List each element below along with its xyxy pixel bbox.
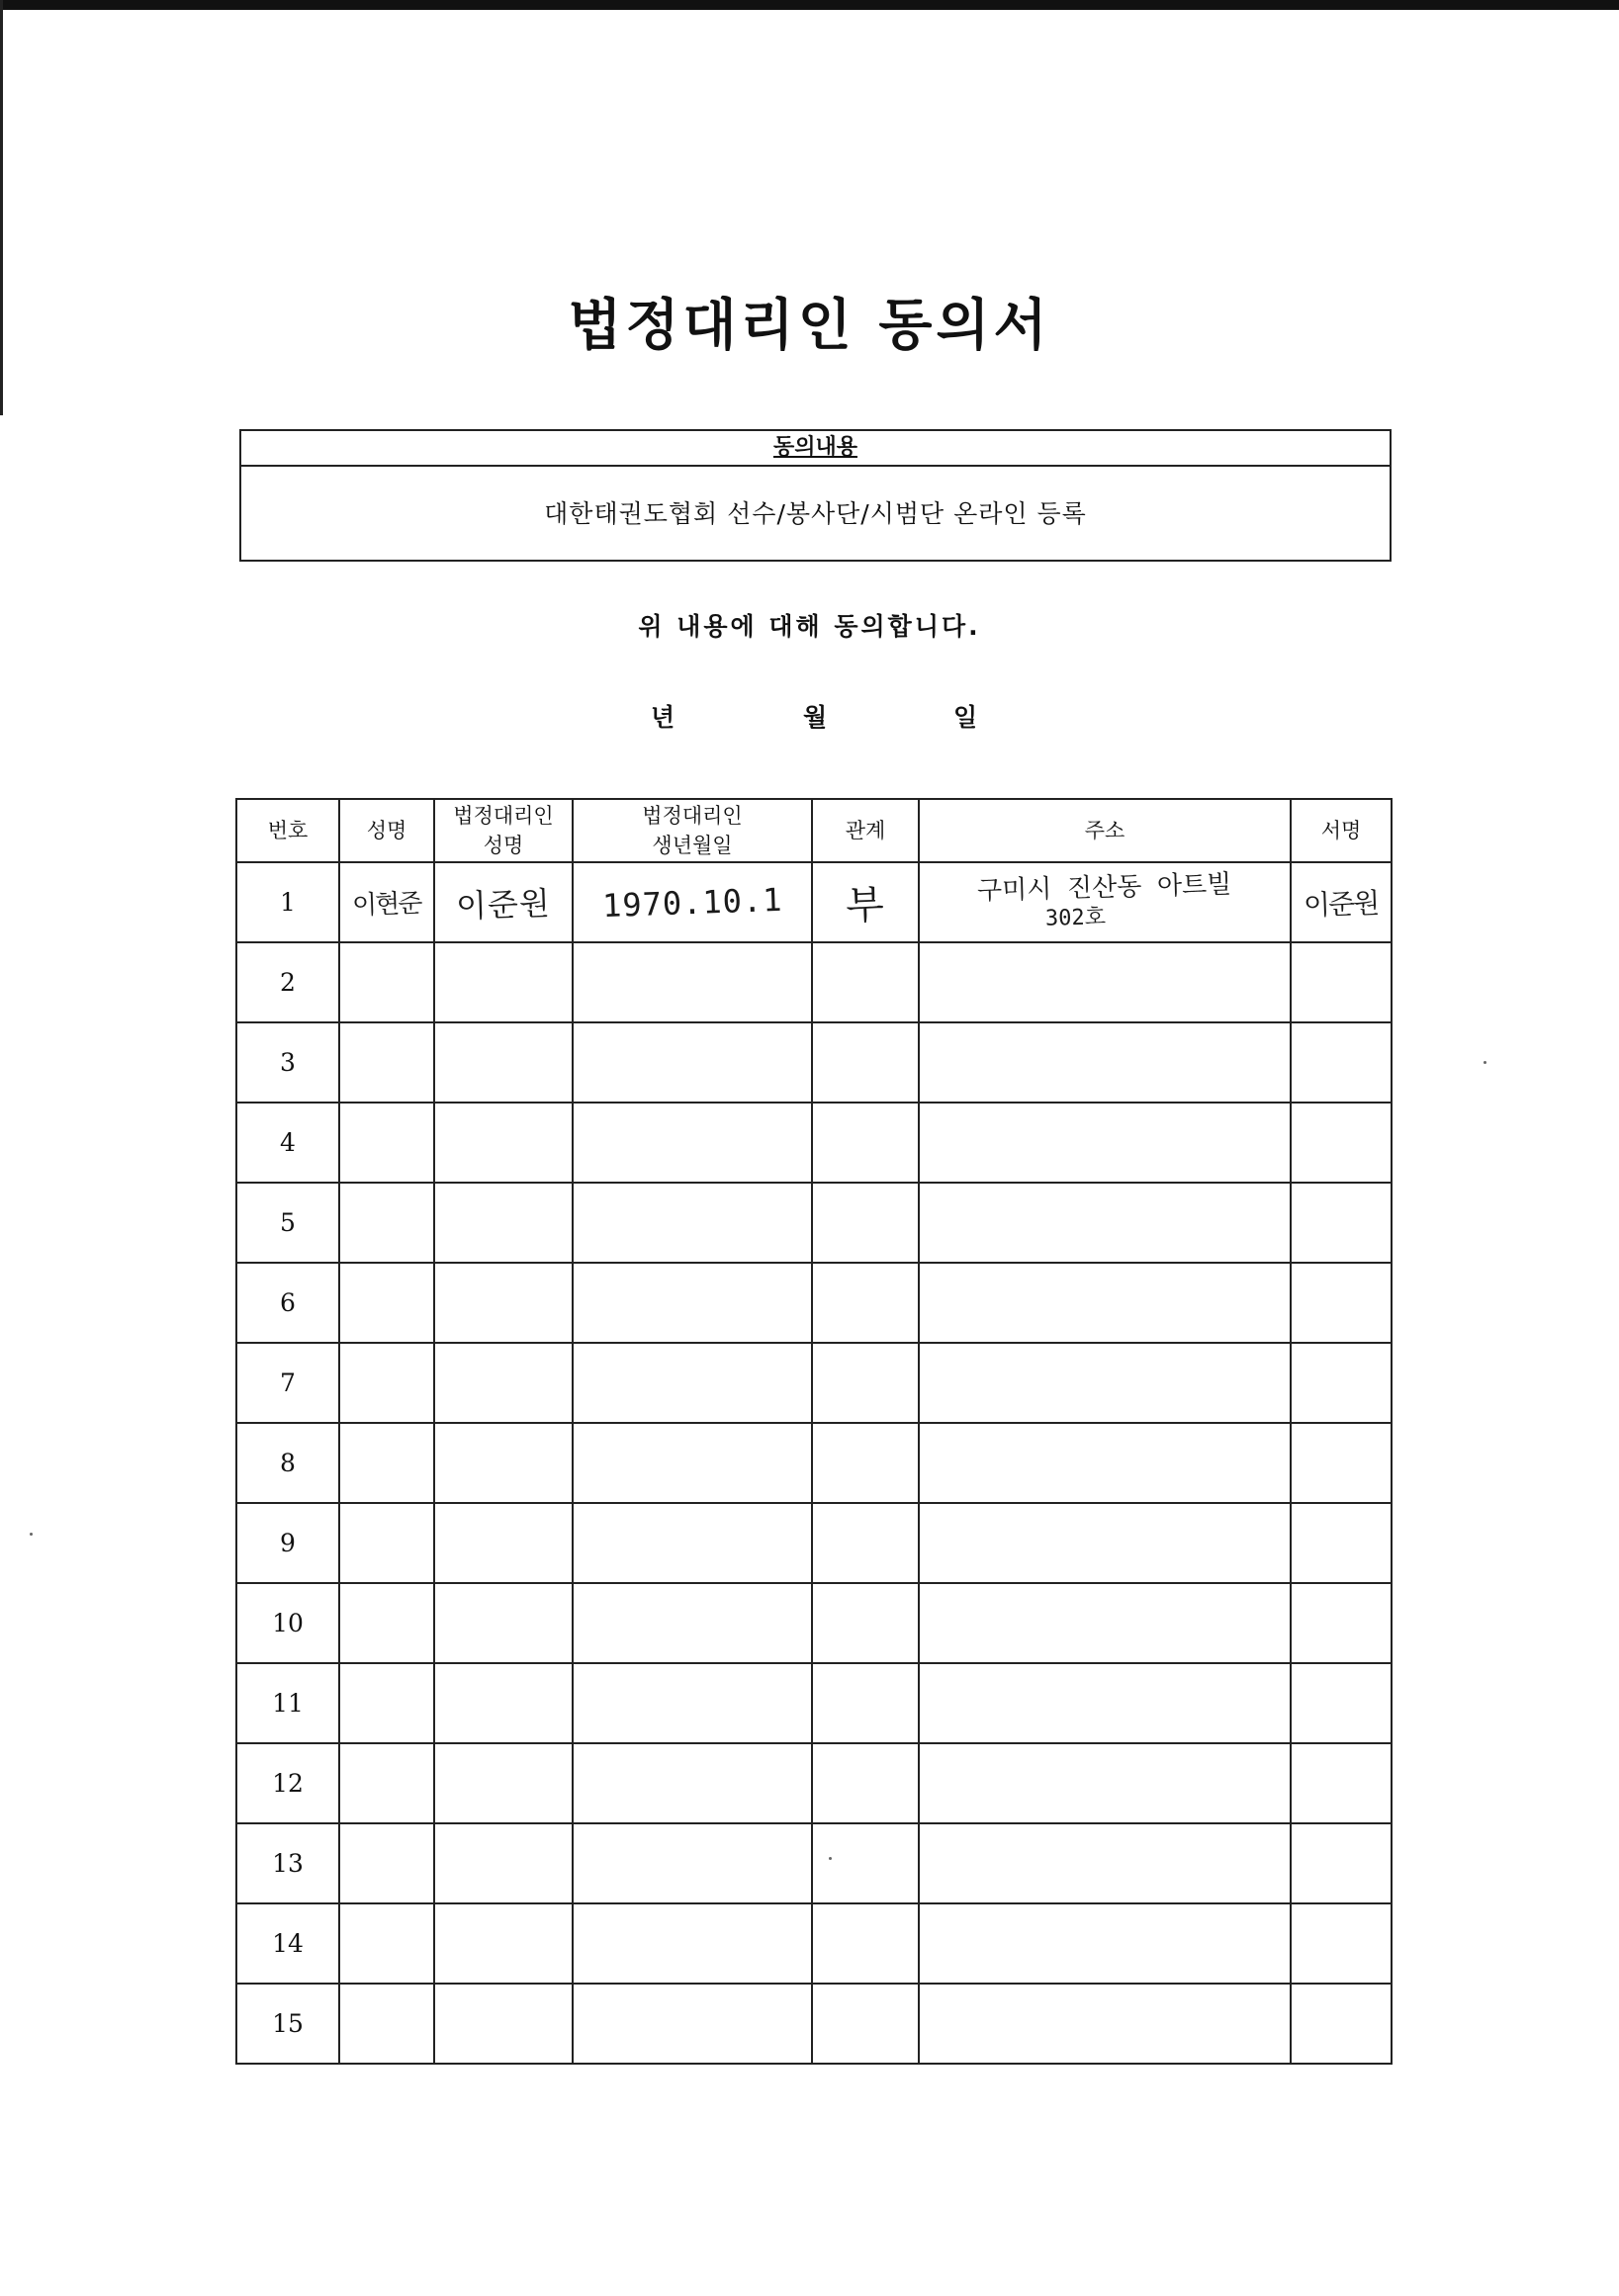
row-relation bbox=[812, 1343, 919, 1423]
row-signature bbox=[1291, 1984, 1392, 2064]
row-address bbox=[919, 1583, 1291, 1663]
scan-edge-top bbox=[0, 0, 1619, 10]
row-no: 13 bbox=[236, 1823, 339, 1903]
table-row bbox=[236, 862, 1392, 942]
table-row bbox=[236, 1663, 1392, 1743]
row-guardian-birth bbox=[573, 1903, 812, 1984]
agree-statement: 위 내용에 대해 동의합니다. bbox=[638, 612, 981, 641]
table-row bbox=[236, 1903, 1392, 1984]
header-name: 성명 bbox=[339, 799, 434, 862]
row-address bbox=[919, 1263, 1291, 1343]
table-row bbox=[236, 1583, 1392, 1663]
header-guardian-birth bbox=[573, 799, 812, 862]
row-signature bbox=[1291, 1183, 1392, 1263]
table-body bbox=[236, 862, 1392, 2064]
row-guardian-birth bbox=[573, 1663, 812, 1743]
row-relation-handwritten: 부 bbox=[845, 882, 886, 929]
row-no: 2 bbox=[236, 942, 339, 1022]
row-guardian-name bbox=[434, 1984, 573, 2064]
row-guardian-name bbox=[434, 1503, 573, 1583]
row-name bbox=[339, 1343, 434, 1423]
row-relation bbox=[812, 942, 919, 1022]
row-relation bbox=[812, 1984, 919, 2064]
row-guardian-name-handwritten: 이준원 bbox=[455, 883, 552, 926]
row-relation bbox=[812, 1903, 919, 1984]
row-guardian-birth bbox=[573, 1263, 812, 1343]
row-signature-handwritten: 이준원 bbox=[1303, 886, 1380, 922]
row-guardian-name bbox=[434, 1183, 573, 1263]
row-name bbox=[339, 1823, 434, 1903]
row-name bbox=[339, 1183, 434, 1263]
table-row bbox=[236, 1503, 1392, 1583]
table-header-row bbox=[236, 799, 1392, 862]
row-address bbox=[919, 1343, 1291, 1423]
row-guardian-name bbox=[434, 1743, 573, 1823]
row-guardian-name bbox=[434, 1103, 573, 1183]
row-signature bbox=[1291, 1583, 1392, 1663]
row-guardian-name bbox=[434, 1583, 573, 1663]
row-address-line2: 302호 bbox=[1044, 904, 1106, 931]
row-relation bbox=[812, 862, 919, 942]
row-address bbox=[919, 1903, 1291, 1984]
row-no: 10 bbox=[236, 1583, 339, 1663]
consent-header bbox=[241, 431, 1390, 467]
row-relation bbox=[812, 1503, 919, 1583]
row-no: 5 bbox=[236, 1183, 339, 1263]
row-address bbox=[919, 1503, 1291, 1583]
table-row bbox=[236, 1022, 1392, 1103]
row-guardian-name bbox=[434, 1343, 573, 1423]
consent-content: 대한태권도협회 선수/봉사단/시범단 온라인 등록 bbox=[544, 499, 1087, 528]
header-guardian-name bbox=[434, 799, 573, 862]
row-guardian-birth bbox=[573, 1103, 812, 1183]
row-signature bbox=[1291, 942, 1392, 1022]
row-no: 6 bbox=[236, 1263, 339, 1343]
table-row bbox=[236, 1343, 1392, 1423]
row-address bbox=[919, 1183, 1291, 1263]
row-relation bbox=[812, 1423, 919, 1503]
table-row bbox=[236, 1984, 1392, 2064]
date-day-label: 일 bbox=[953, 703, 978, 732]
scan-speck bbox=[30, 1533, 33, 1536]
table-row bbox=[236, 1183, 1392, 1263]
header-no: 번호 bbox=[236, 799, 339, 862]
row-no: 3 bbox=[236, 1022, 339, 1103]
scan-speck bbox=[1484, 1061, 1486, 1064]
row-name bbox=[339, 1503, 434, 1583]
row-guardian-birth-handwritten: 1970.10.1 bbox=[601, 880, 783, 925]
row-name bbox=[339, 1984, 434, 2064]
row-guardian-name bbox=[434, 1823, 573, 1903]
row-guardian-birth bbox=[573, 1743, 812, 1823]
row-name bbox=[339, 1663, 434, 1743]
row-name bbox=[339, 862, 434, 942]
row-name-handwritten: 이현준 bbox=[351, 888, 422, 922]
row-signature bbox=[1291, 862, 1392, 942]
row-address-line1: 구미시 진산동 아트빌 bbox=[976, 869, 1233, 906]
row-address bbox=[919, 1103, 1291, 1183]
row-signature bbox=[1291, 1423, 1392, 1503]
row-no: 12 bbox=[236, 1743, 339, 1823]
row-no: 11 bbox=[236, 1663, 339, 1743]
consent-header-label: 동의내용 bbox=[772, 435, 857, 460]
row-guardian-birth bbox=[573, 1343, 812, 1423]
row-guardian-birth bbox=[573, 1503, 812, 1583]
row-guardian-name bbox=[434, 1903, 573, 1984]
date-month-label: 월 bbox=[803, 703, 828, 732]
row-name bbox=[339, 1263, 434, 1343]
row-address bbox=[919, 1663, 1291, 1743]
row-relation bbox=[812, 1583, 919, 1663]
row-signature bbox=[1291, 1103, 1392, 1183]
row-no: 1 bbox=[236, 862, 339, 942]
row-relation bbox=[812, 1823, 919, 1903]
row-guardian-name bbox=[434, 862, 573, 942]
header-guardian-birth-text: 법정대리인 생년월일 bbox=[642, 804, 743, 857]
header-guardian-name-text: 법정대리인 성명 bbox=[453, 804, 554, 857]
row-address bbox=[919, 1984, 1291, 2064]
row-relation bbox=[812, 1743, 919, 1823]
row-signature bbox=[1291, 1343, 1392, 1423]
row-signature bbox=[1291, 1022, 1392, 1103]
header-relation: 관계 bbox=[812, 799, 919, 862]
table-row bbox=[236, 1743, 1392, 1823]
row-guardian-birth bbox=[573, 1984, 812, 2064]
row-address bbox=[919, 1743, 1291, 1823]
row-name bbox=[339, 1103, 434, 1183]
row-relation bbox=[812, 1183, 919, 1263]
consent-box bbox=[239, 429, 1392, 562]
row-name bbox=[339, 1903, 434, 1984]
row-guardian-birth bbox=[573, 1583, 812, 1663]
date-line bbox=[0, 698, 1619, 734]
row-no: 14 bbox=[236, 1903, 339, 1984]
row-guardian-birth bbox=[573, 1823, 812, 1903]
header-address: 주소 bbox=[919, 799, 1291, 862]
row-no: 4 bbox=[236, 1103, 339, 1183]
row-guardian-name bbox=[434, 1263, 573, 1343]
table-row bbox=[236, 1823, 1392, 1903]
row-signature bbox=[1291, 1503, 1392, 1583]
scan-speck bbox=[829, 1857, 832, 1860]
row-relation bbox=[812, 1022, 919, 1103]
row-signature bbox=[1291, 1903, 1392, 1984]
row-address bbox=[919, 942, 1291, 1022]
document-title: 법정대리인 동의서 bbox=[568, 293, 1051, 358]
row-guardian-birth bbox=[573, 1183, 812, 1263]
header-signature: 서명 bbox=[1291, 799, 1392, 862]
row-signature bbox=[1291, 1823, 1392, 1903]
row-guardian-name bbox=[434, 1022, 573, 1103]
row-signature bbox=[1291, 1743, 1392, 1823]
row-address bbox=[919, 1423, 1291, 1503]
row-no: 9 bbox=[236, 1503, 339, 1583]
row-guardian-birth bbox=[573, 862, 812, 942]
row-name bbox=[339, 1423, 434, 1503]
row-no: 8 bbox=[236, 1423, 339, 1503]
row-signature bbox=[1291, 1663, 1392, 1743]
guardian-table bbox=[235, 798, 1393, 2065]
row-no: 15 bbox=[236, 1984, 339, 2064]
row-no: 7 bbox=[236, 1343, 339, 1423]
row-address bbox=[919, 1823, 1291, 1903]
date-year-label: 년 bbox=[651, 703, 675, 732]
row-name bbox=[339, 1583, 434, 1663]
row-address bbox=[919, 1022, 1291, 1103]
row-relation bbox=[812, 1663, 919, 1743]
table-row bbox=[236, 1103, 1392, 1183]
row-guardian-name bbox=[434, 1423, 573, 1503]
row-address bbox=[919, 862, 1291, 942]
row-name bbox=[339, 942, 434, 1022]
row-relation bbox=[812, 1263, 919, 1343]
table-row bbox=[236, 1423, 1392, 1503]
row-guardian-birth bbox=[573, 942, 812, 1022]
row-guardian-birth bbox=[573, 1022, 812, 1103]
row-guardian-birth bbox=[573, 1423, 812, 1503]
row-name bbox=[339, 1022, 434, 1103]
row-signature bbox=[1291, 1263, 1392, 1343]
row-guardian-name bbox=[434, 942, 573, 1022]
row-relation bbox=[812, 1103, 919, 1183]
table-row bbox=[236, 1263, 1392, 1343]
row-name bbox=[339, 1743, 434, 1823]
table-row bbox=[236, 942, 1392, 1022]
row-guardian-name bbox=[434, 1663, 573, 1743]
